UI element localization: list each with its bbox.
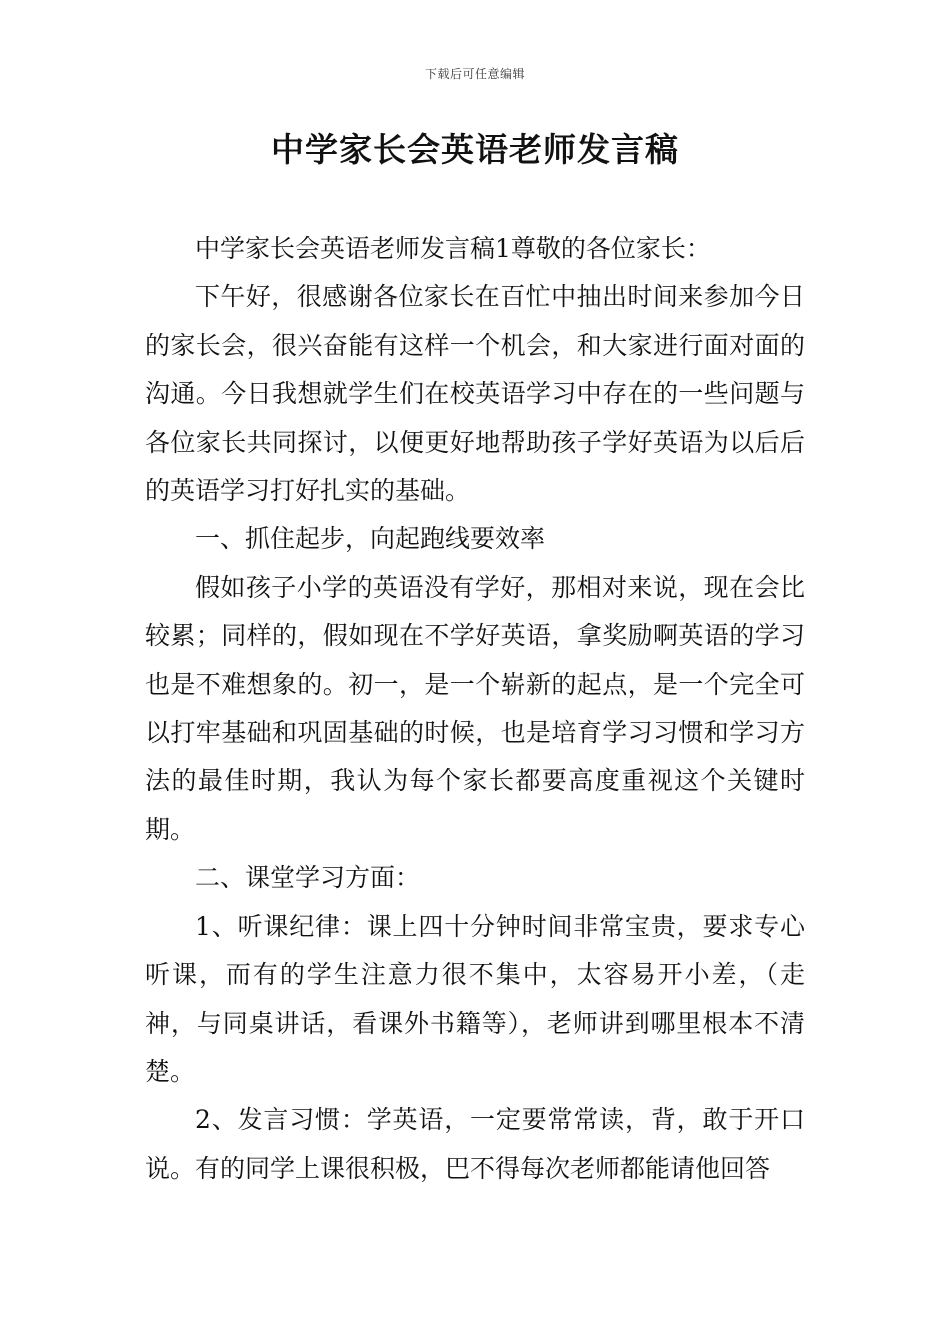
paragraph-intro: 下午好，很感谢各位家长在百忙中抽出时间来参加今日的家长会，很兴奋能有这样一个机会，和大家进行面对面的沟通。今日我想就学生们在校英语学习中存在的一些问题与各位家长共同探讨，以便更好地帮助孩子学好英语为以后后的英语学习打好扎实的基础。	[145, 282, 805, 506]
paragraph-greeting: 中学家长会英语老师发言稿1尊敬的各位家长：	[195, 234, 711, 263]
document-body	[145, 225, 805, 1193]
section-heading-1: 一、抓住起步，向起跑线要效率	[195, 524, 546, 554]
paragraph-section-1: 假如孩子小学的英语没有学好，那相对来说，现在会比较累；同样的，假如现在不学好英语，拿奖励啊英语的学习也是不难想象的。初一，是一个崭新的起点，是一个完全可以打牢基础和巩固基础的时候，也是培育学习习惯和学习方法的最佳时期，我认为每个家长都要高度重视这个关键时期。	[145, 572, 805, 844]
paragraph-speaking-habit: 2、发言习惯：学英语，一定要常常读，背，敢于开口说。有的同学上课很积极，巴不得每次老师都能请他回答	[145, 1105, 805, 1183]
section-heading-2: 二、课堂学习方面：	[195, 863, 421, 893]
header-note: 下载后可任意编辑	[424, 67, 525, 81]
paragraph-listening-discipline: 1、听课纪律：课上四十分钟时间非常宝贵，要求专心听课，而有的学生注意力很不集中，太容易开小差，（走神，与同桌讲话，看课外书籍等），老师讲到哪里根本不清楚。	[145, 911, 805, 1086]
document-title: 中学家长会英语老师发言稿	[271, 130, 679, 169]
